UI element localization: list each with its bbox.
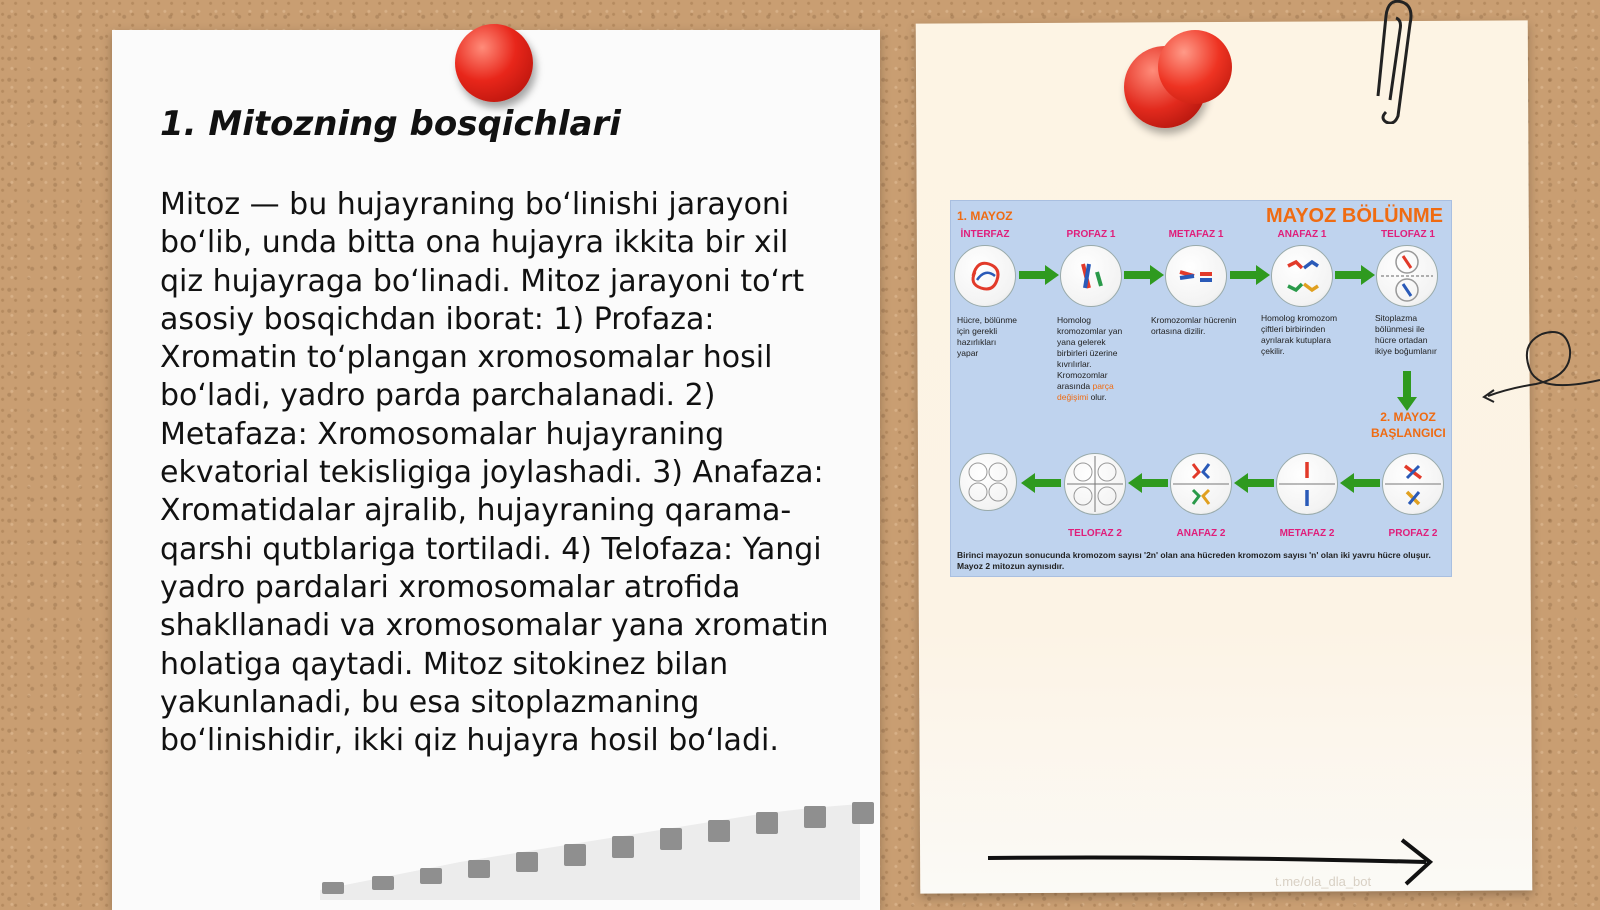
diagram-heading: MAYOZ BÖLÜNME [1265,205,1443,227]
flow-arrow-left-icon [1340,471,1380,495]
flow-arrow-down-icon [1397,371,1417,411]
meiosis-diagram [950,200,1452,577]
flow-arrow-left-icon [1234,471,1274,495]
watermark: t.me/ola_dla_bot [1275,874,1372,889]
long-arrow-icon [986,838,1446,888]
section-meiosis-1: 1. MAYOZ [957,209,1013,223]
red-pushpin-icon [455,24,533,102]
cell-interfaz [954,245,1016,307]
desc-metafaz1: Kromozomlar hücrenin ortasına dizilir. [1151,315,1237,336]
stage-label-profaz2: PROFAZ 2 [1388,528,1438,539]
page-title: 1. Mitozning bosqichlari [160,104,621,144]
section-meiosis-2: 2. MAYOZ BAŞLANGICI [1371,410,1446,440]
cell-anafaz2 [1170,453,1232,515]
desc-profaz1: Homolog kromozomlar yan yana gelerek birbirleri üzerine kıvrılırlar. Kromozomlar arasında parça değişimi olur. [1057,315,1123,402]
mitosis-description: Mitoz — bu hujayraning boʻlinishi jarayoni boʻlib, unda bitta ona hujayra ikkita bir xil qiz hujayraga boʻlinadi. Mitoz jarayoni toʻrt asosiy bosqichdan iborat: 1) Profaza: Xromatin toʻplangan xromosomalar hosil boʻladi, yadro parda parchalanadi. 2) Metafaza: Xromosomalar hujayraning ekvatorial tekisligiga joylashadi. 3) Anafaza: Xromatidalar ajralib, hujayraning qarama-qarshi qutblariga tortiladi. 4) Telofaza: Yangi yadro pardalari xromosomalar atrofida shakllanadi va xromosomalar yana xromatin holatiga qaytadi. Mitoz sitokinez bilan yakunlanadi, bu esa sitoplazmaning boʻlinishidir, ikki qiz hujayra hosil boʻladi. [160,187,829,759]
stage-label-telofaz2: TELOFAZ 2 [1068,528,1122,539]
stage-label-interfaz: İNTERFAZ [960,229,1010,240]
stage-label-metafaz2: METAFAZ 2 [1279,528,1335,539]
stage-label-metafaz1: METAFAZ 1 [1168,229,1224,240]
stage-label-anafaz1: ANAFAZ 1 [1277,229,1327,240]
cell-metafaz2 [1276,453,1338,515]
stage-label-anafaz2: ANAFAZ 2 [1176,528,1226,539]
flow-arrow-icon [1230,263,1270,287]
flow-arrow-left-icon [1128,471,1168,495]
cell-profaz1 [1060,245,1122,307]
red-pushpin-icon [1158,30,1232,104]
flow-arrow-icon [1124,263,1164,287]
paperclip-icon [1376,0,1420,124]
stage-label-profaz1: PROFAZ 1 [1066,229,1116,240]
cell-telofaz1 [1376,245,1438,307]
desc-telofaz1: Sitoplazma bölünmesi ile hücre ortadan ikiye boğumlanır [1375,313,1437,356]
swirl-arrow-icon [1480,310,1600,410]
torn-edge-decoration [320,800,880,900]
flow-arrow-icon [1335,263,1375,287]
cell-result [959,453,1017,511]
stage-label-telofaz1: TELOFAZ 1 [1381,229,1435,240]
flow-arrow-icon [1019,263,1059,287]
diagram-footer: Birinci mayozun sonucunda kromozom sayısı '2n' olan ana hücreden kromozom sayısı 'n' olan iki yavru hücre oluşur. Mayoz 2 mitozun aynısıdır. [957,550,1431,571]
desc-anafaz1: Homolog kromozom çiftleri birbirinden ayrılarak kutuplara çekilir. [1261,313,1338,356]
cell-telofaz2 [1064,453,1126,515]
cell-metafaz1 [1165,245,1227,307]
cell-profaz2 [1382,453,1444,515]
flow-arrow-left-icon [1021,471,1061,495]
cell-anafaz1 [1271,245,1333,307]
desc-interfaz: Hücre, bölünme için gerekli hazırlıkları yapar [957,315,1018,358]
